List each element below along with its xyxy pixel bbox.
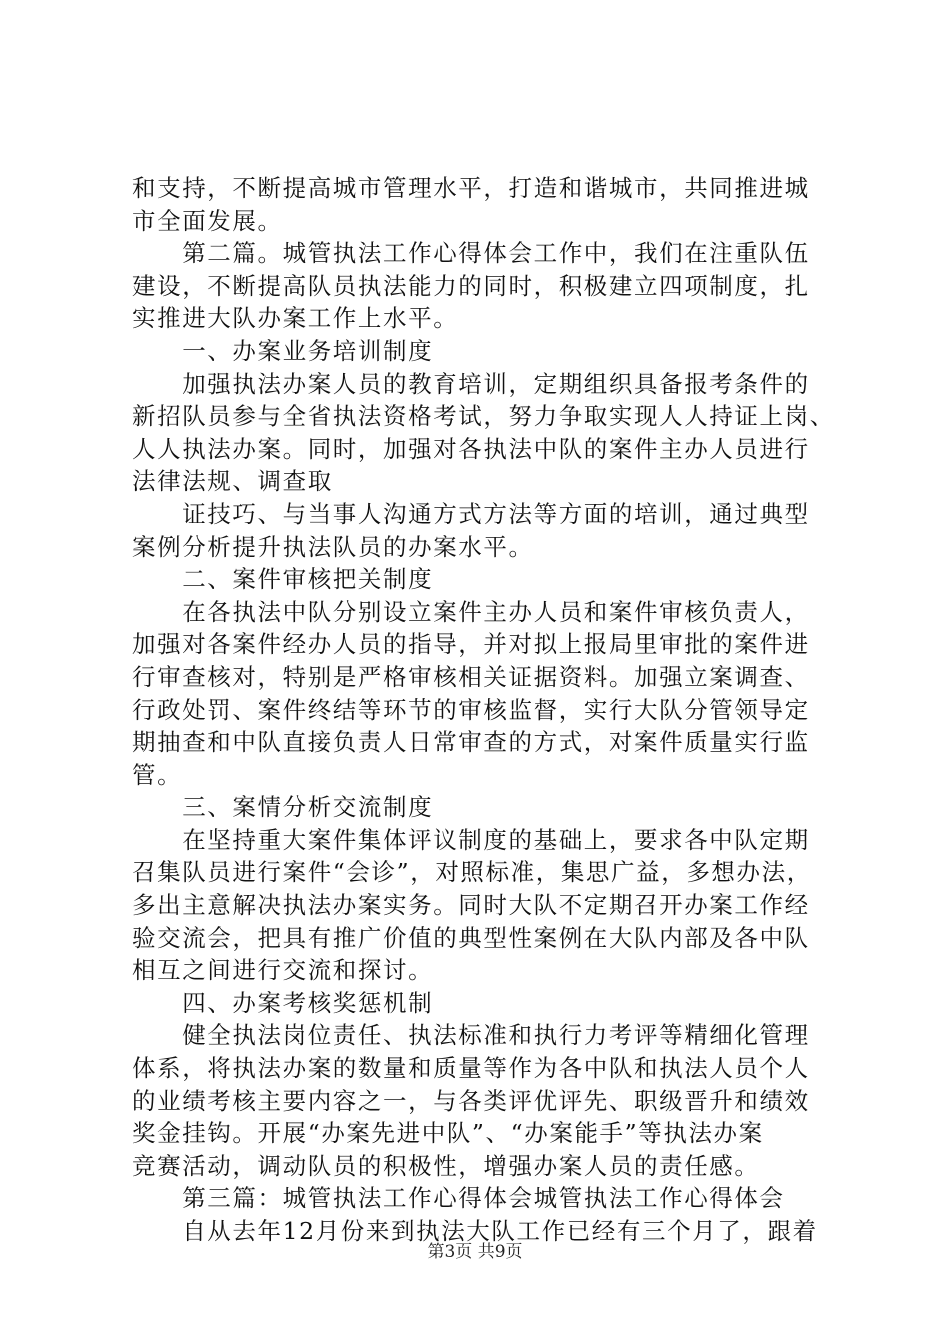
text-line: 新招队员参与全省执法资格考试，努力争取实现人人持证上岗、: [132, 402, 835, 431]
text-line: 相互之间进行交流和探讨。: [132, 956, 434, 985]
text-line: 在坚持重大案件集体评议制度的基础上，要求各中队定期: [132, 825, 810, 854]
text-line: 第二篇。城管执法工作心得体会工作中，我们在注重队伍: [132, 239, 810, 268]
text-line: 加强对各案件经办人员的指导，并对拟上报局里审批的案件进: [132, 630, 810, 659]
text-line: 竞赛活动，调动队员的积极性，增强办案人员的责任感。: [132, 1151, 760, 1180]
page-footer: 第3页 共9页: [427, 1242, 523, 1262]
text-line: 行政处罚、案件终结等环节的审核监督，实行大队分管领导定: [132, 695, 810, 724]
text-line: 行审查核对，特别是严格审核相关证据资料。加强立案调查、: [132, 662, 810, 691]
text-line: 人人执法办案。同时，加强对各执法中队的案件主办人员进行: [132, 434, 810, 463]
text-line: 加强执法办案人员的教育培训，定期组织具备报考条件的: [132, 369, 810, 398]
text-line: 法律法规、调查取: [132, 467, 333, 496]
text-line: 召集队员进行案件“会诊”，对照标准，集思广益，多想办法，: [132, 858, 812, 887]
text-line: 健全执法岗位责任、执法标准和执行力考评等精细化管理: [132, 1021, 810, 1050]
text-line: 自从去年12月份来到执法大队工作已经有三个月了，跟着: [132, 1217, 818, 1245]
document-body: [132, 172, 835, 1248]
text-line: 证技巧、与当事人沟通方式方法等方面的培训，通过典型: [132, 499, 810, 528]
text-line: 和支持，不断提高城市管理水平，打造和谐城市，共同推进城: [132, 174, 810, 202]
text-line: 的业绩考核主要内容之一，与各类评优评先、职级晋升和绩效: [132, 1086, 810, 1115]
text-line: 市全面发展。: [132, 206, 283, 235]
text-line: 体系，将执法办案的数量和质量等作为各中队和执法人员个人: [132, 1054, 810, 1083]
text-line: 三、案情分析交流制度: [132, 793, 434, 822]
text-line: 实推进大队办案工作上水平。: [132, 304, 459, 333]
text-line: 二、案件审核把关制度: [132, 565, 434, 594]
text-line: 管。: [132, 760, 183, 789]
text-line: 多出主意解决执法办案实务。同时大队不定期召开办案工作经: [132, 891, 810, 920]
text-line: 奖金挂钩。开展“办案先进中队”、“办案能手”等执法办案: [132, 1119, 764, 1148]
text-line: 在各执法中队分别设立案件主办人员和案件审核负责人，: [132, 597, 810, 626]
text-line: 验交流会，把具有推广价值的典型性案例在大队内部及各中队: [132, 923, 810, 952]
text-line: 四、办案考核奖惩机制: [132, 988, 434, 1017]
text-line: 案例分析提升执法队员的办案水平。: [132, 532, 534, 561]
text-line: 建设，不断提高队员执法能力的同时，积极建立四项制度，扎: [132, 271, 810, 300]
text-line: 一、办案业务培训制度: [132, 336, 434, 365]
text-line: 第三篇：城管执法工作心得体会城管执法工作心得体会: [132, 1184, 785, 1213]
text-line: 期抽查和中队直接负责人日常审查的方式，对案件质量实行监: [132, 728, 810, 757]
